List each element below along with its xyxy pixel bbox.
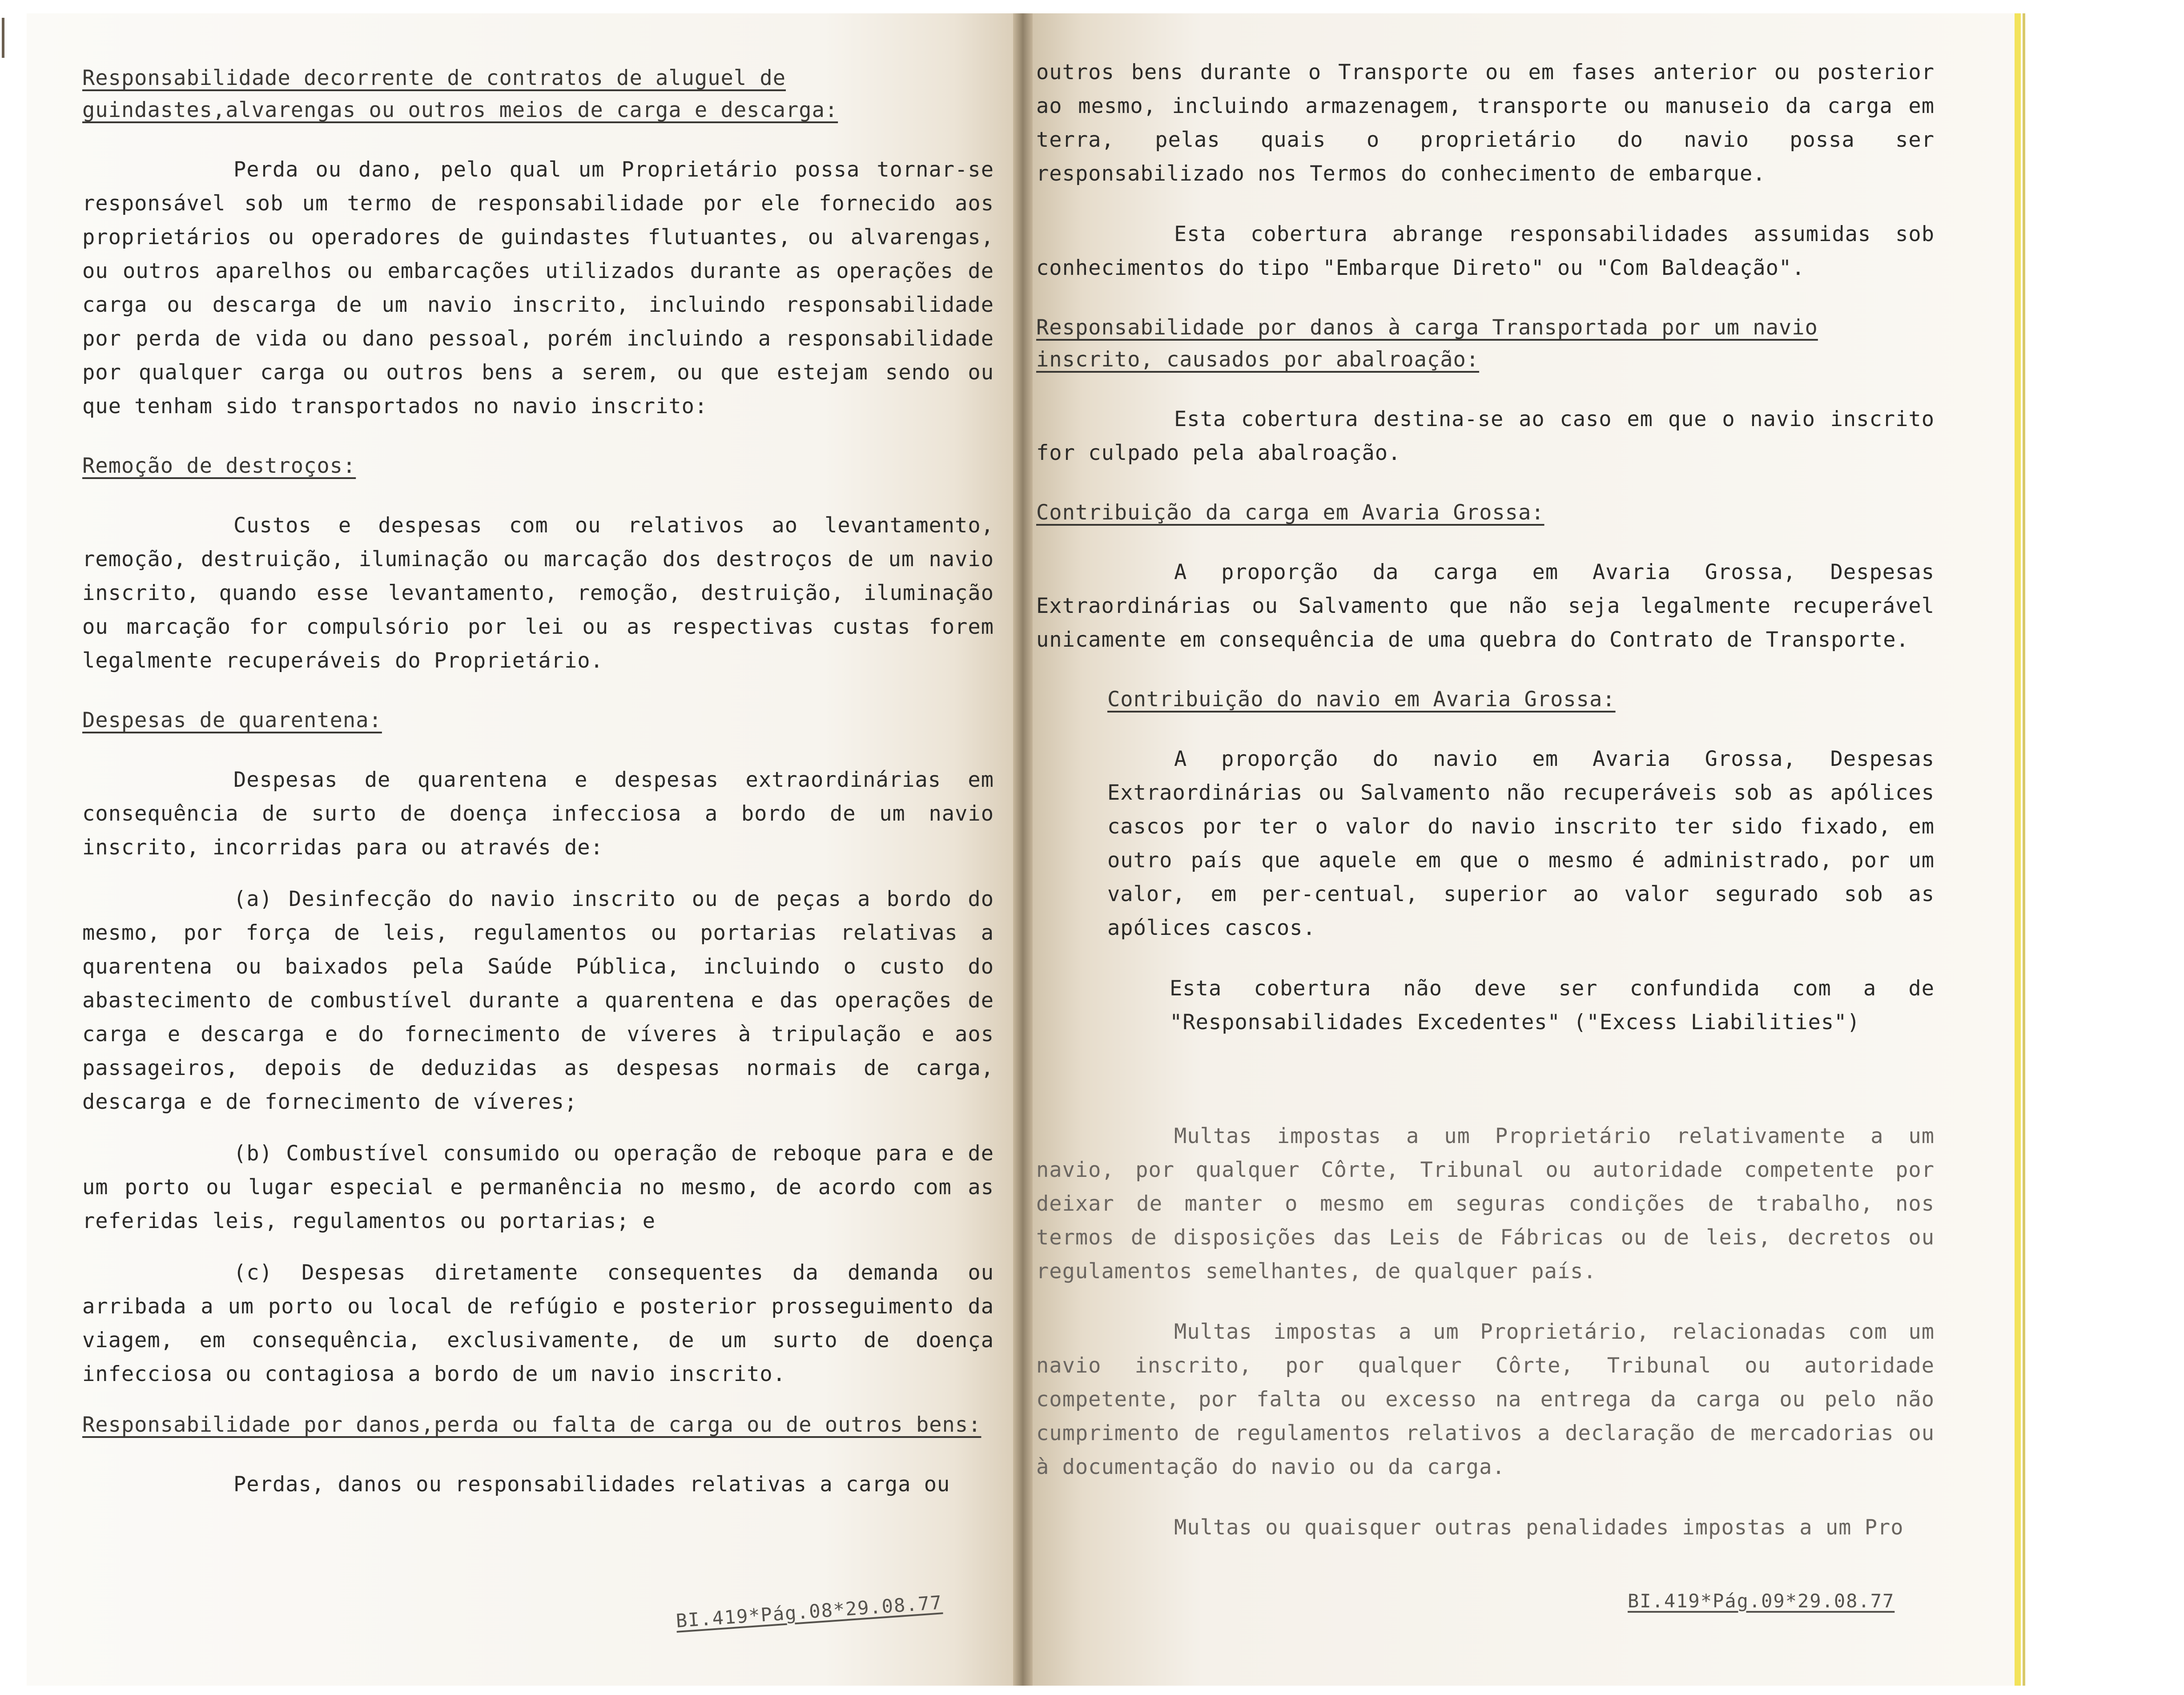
paragraph-multas-carga: Multas impostas a um Proprietário, relacionadas com um navio inscrito, por qualquer Côrte, Tribunal ou autoridade competente, por falta ou excesso na entrega da carga ou pelo não cumprimento de regulamentos relativos a declaração de mercadorias ou à documentação do navio ou da carga.	[1036, 1320, 1935, 1479]
left-page-text	[82, 62, 994, 1528]
paragraph-quarentena-c: (c) Despesas diretamente consequentes da demanda ou arribada a um porto ou local de refúgio e posterior prosseguimento da viagem, em consequência, exclusivamente, de um surto de doença infecciosa ou contagiosa a bordo de um navio inscrito.	[82, 1260, 994, 1386]
paragraph-multas-trabalho: Multas impostas a um Proprietário relativamente a um navio, por qualquer Côrte, Tribunal ou autoridade competente por deixar de manter o mesmo em seguras condições de trabalho, nos termos de disposições das Leis de Fábricas ou de leis, decretos ou regulamentos semelhantes, de qualquer país.	[1036, 1124, 1935, 1284]
paragraph-abalroacao: Esta cobertura destina-se ao caso em que o navio inscrito for culpado pela abalroação.	[1036, 407, 1935, 465]
yellow-page-edge	[2015, 13, 2021, 1686]
paragraph-danos-carga: Perdas, danos ou responsabilidades relativas a carga ou	[233, 1472, 950, 1497]
section-heading-contribuicao-carga: Contribuição da carga em Avaria Grossa:	[1036, 500, 1544, 525]
section-heading-danos-carga: Responsabilidade por danos,perda ou falta de carga ou de outros bens:	[82, 1413, 981, 1437]
section-heading-contribuicao-navio: Contribuição do navio em Avaria Grossa:	[1107, 687, 1616, 712]
right-page-text	[1036, 56, 1935, 1571]
paragraph-contribuicao-navio: A proporção do navio em Avaria Grossa, Despesas Extraordinárias ou Salvamento não recuperáveis sob as apólices cascos por ter o valor do navio inscrito ter sido fixado, em outro país que aquele em que o mesmo é administrado, por um valor, em per-centual, superior ao valor segurado sob as apólices cascos.	[1107, 747, 1935, 940]
paragraph-continuacao: outros bens durante o Transporte ou em fases anterior ou posterior ao mesmo, incluindo armazenagem, transporte ou manuseio da carga em terra, pelas quais o proprietário do navio possa ser responsabilizado nos Termos do conhecimento de embarque.	[1036, 60, 1935, 186]
scan-edge-mark	[2, 18, 4, 58]
paragraph-quarentena-intro: Despesas de quarentena e despesas extraordinárias em consequência de surto de doença infecciosa a bordo de um navio inscrito, incorridas para ou através de:	[82, 768, 994, 860]
book-gutter	[1013, 13, 1033, 1686]
paragraph-quarentena-a: (a) Desinfecção do navio inscrito ou de peças a bordo do mesmo, por força de leis, regulamentos ou portarias relativas a quarentena ou baixados pela Saúde Pública, incluindo o custo do abastecimento de combustível durante a quarentena e das operações de carga e descarga e do fornecimento de víveres à tripulação e aos passageiros, depois de deduzidas as despesas normais de carga, descarga e de fornecimento de víveres;	[82, 887, 994, 1114]
paragraph-guindastes: Perda ou dano, pelo qual um Proprietário possa tornar-se responsável sob um termo de responsabilidade por ele fornecido aos proprietários ou operadores de guindastes flutuantes, ou alvarengas, ou outros aparelhos ou embarcações utilizados durante as operações de carga ou descarga de um navio inscrito, incluindo responsabilidade por perda de vida ou dano pessoal, porém incluindo a responsabilidade por qualquer carga ou outros bens a serem, ou que estejam sendo ou que tenham sido transportados no navio inscrito:	[82, 157, 994, 419]
section-heading-guindastes: Responsabilidade decorrente de contratos de aluguel de guindastes,alvarengas ou outros meios de carga e descarga:	[82, 66, 838, 122]
yellow-page-edge-shadow	[2023, 13, 2025, 1686]
section-heading-quarentena: Despesas de quarentena:	[82, 708, 382, 733]
paragraph-destrocos: Custos e despesas com ou relativos ao levantamento, remoção, destruição, iluminação ou marcação dos destroços de um navio inscrito, quando esse levantamento, remoção, destruição, iluminação ou marcação for compulsório por lei ou as respectivas custas forem legalmente recuperáveis do Proprietário.	[82, 513, 994, 673]
section-heading-abalroacao: Responsabilidade por danos à carga Transportada por um navio inscrito, causados por abalroação:	[1036, 315, 1818, 372]
section-heading-destrocos: Remoção de destroços:	[82, 454, 356, 478]
page-footer-left: BI.419*Pág.08*29.08.77	[675, 1591, 943, 1632]
paragraph-embarque: Esta cobertura abrange responsabilidades assumidas sob conhecimentos do tipo "Embarque Direto" ou "Com Baldeação".	[1036, 222, 1935, 280]
paragraph-quarentena-b: (b) Combustível consumido ou operação de reboque para e de um porto ou lugar especial e permanência no mesmo, de acordo com as referidas leis, regulamentos ou portarias; e	[82, 1141, 994, 1233]
paragraph-multas-outras: Multas ou quaisquer outras penalidades impostas a um Pro	[1174, 1515, 1904, 1540]
paragraph-contribuicao-carga: A proporção da carga em Avaria Grossa, Despesas Extraordinárias ou Salvamento que não seja legalmente recuperável unicamente em consequência de uma quebra do Contrato de Transporte.	[1036, 560, 1935, 652]
page-footer-right: BI.419*Pág.09*29.08.77	[1628, 1590, 1895, 1612]
paragraph-excess-liabilities: Esta cobertura não deve ser confundida com a de "Responsabilidades Excedentes" ("Excess Liabilities")	[1170, 976, 1935, 1035]
